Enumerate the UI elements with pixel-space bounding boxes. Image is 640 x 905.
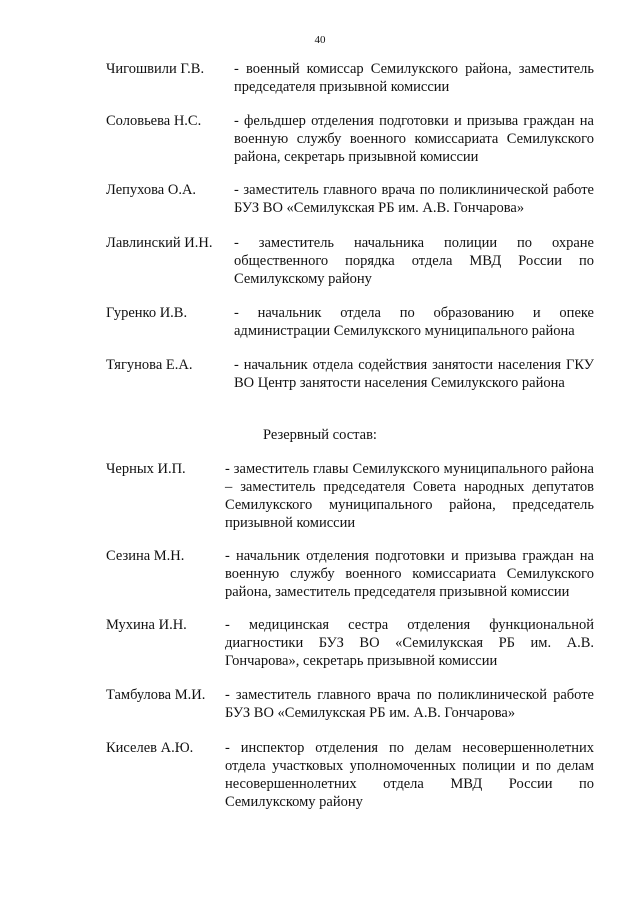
member-role: - заместитель главного врача по поликлинической работе БУЗ ВО «Семилукская РБ им. А.В. Гончарова» [234,182,594,216]
member-name: Чигошвили Г.В. [106,61,205,77]
page-number: 40 [314,34,326,46]
member-role: - начальник отдела содействия занятости населения ГКУ ВО Центр занятости населения Семилукского района [234,357,594,391]
member-name: Лавлинский И.Н. [106,235,213,251]
member-name: Черных И.П. [106,461,186,477]
member-name: Тягунова Е.А. [106,357,193,373]
member-role: - начальник отделения подготовки и призыва граждан на военную службу военного комиссариата Семилукского района, заместитель председателя призывной комиссии [225,548,594,600]
member-name: Киселев А.Ю. [106,740,194,756]
member-name: Сезина М.Н. [106,548,185,564]
member-role: - начальник отдела по образованию и опеке администрации Семилукского муниципального района [234,305,594,339]
member-role: - фельдшер отделения подготовки и призыва граждан на военную службу военного комиссариата Семилукского района, секретарь призывной комиссии [234,113,594,165]
member-role: - заместитель главного врача по поликлинической работе БУЗ ВО «Семилукская РБ им. А.В. Гончарова» [225,687,594,721]
member-role: - медицинская сестра отделения функциональной диагностики БУЗ ВО «Семилукская РБ им. А.В. Гончарова», секретарь призывной комиссии [225,617,594,669]
member-name: Гуренко И.В. [106,305,188,321]
reserve-section-title: Резервный состав: [263,427,377,443]
member-name: Соловьева Н.С. [106,113,202,129]
member-role: - военный комиссар Семилукского района, заместитель председателя призывной комиссии [234,61,594,95]
member-role: - заместитель начальника полиции по охране общественного порядка отдела МВД России по Семилукскому району [234,235,594,287]
member-role: - заместитель главы Семилукского муниципального района – заместитель председателя Совета народных депутатов Семилукского муниципального района, председатель призывной комиссии [225,461,594,531]
member-role: - инспектор отделения по делам несовершеннолетних отдела участковых уполномоченных полиции и по делам несовершеннолетних отдела МВД России по Семилукскому району [225,740,594,810]
member-name: Тамбулова М.И. [106,687,206,703]
member-name: Лепухова О.А. [106,182,197,198]
member-name: Мухина И.Н. [106,617,187,633]
